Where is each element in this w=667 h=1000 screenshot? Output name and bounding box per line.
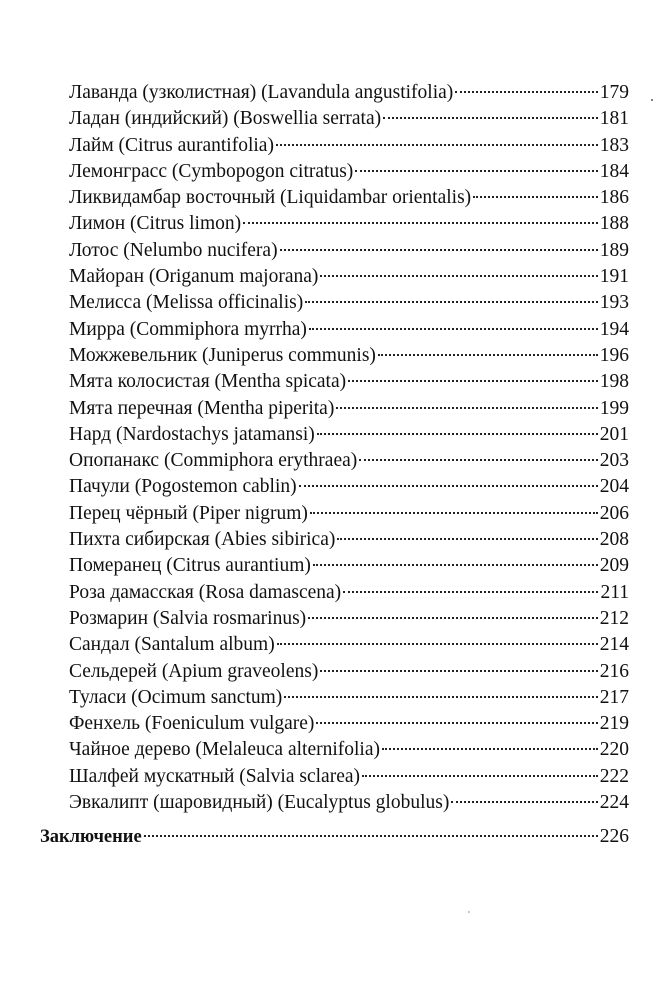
toc-entry-title: Розмарин (Salvia rosmarinus)	[69, 607, 307, 629]
toc-entry-title: Лаванда (узколистная) (Lavandula angustifolia)	[69, 82, 454, 103]
toc-entry[interactable]	[69, 290, 629, 316]
toc-entry-page: 191	[599, 266, 629, 288]
dot-leader	[337, 538, 597, 540]
toc-entry[interactable]	[69, 737, 629, 763]
toc-entry-title: Пачули (Pogostemon cablin)	[69, 476, 297, 498]
toc-entry-title: Мирра (Commiphora myrrha)	[69, 318, 307, 340]
toc-entry-page: 206	[599, 502, 629, 524]
toc-entry[interactable]	[69, 553, 629, 579]
toc-entry-title: Можжевельник (Juniperus communis)	[69, 344, 376, 366]
toc-entry[interactable]	[69, 659, 629, 685]
toc-entry-page: 203	[599, 450, 629, 472]
toc-entry[interactable]	[69, 606, 629, 632]
toc-entry[interactable]	[69, 343, 629, 369]
dot-leader	[284, 696, 597, 698]
toc-entry[interactable]	[69, 106, 629, 132]
table-of-contents	[69, 80, 629, 816]
toc-entry[interactable]	[69, 422, 629, 448]
toc-entry-page: 226	[599, 826, 629, 847]
toc-entry-page: 179	[599, 82, 629, 103]
toc-entry-title: Шалфей мускатный (Salvia sclarea)	[69, 765, 360, 787]
dot-leader	[378, 354, 598, 356]
dot-leader	[308, 617, 598, 619]
toc-entry-page: 214	[599, 634, 629, 656]
dot-leader	[299, 485, 598, 487]
toc-entry[interactable]	[69, 685, 629, 711]
dot-leader	[316, 722, 597, 724]
toc-entry[interactable]	[69, 580, 629, 606]
toc-entry[interactable]	[69, 211, 629, 237]
dot-leader	[144, 835, 598, 837]
toc-entry[interactable]	[69, 764, 629, 790]
toc-entry[interactable]	[69, 527, 629, 553]
dot-leader	[320, 670, 597, 672]
toc-entry-title: Эвкалипт (шаровидный) (Eucalyptus globulus)	[69, 792, 450, 814]
toc-entry[interactable]	[69, 474, 629, 500]
toc-entry-title: Майоран (Origanum majorana)	[69, 266, 319, 288]
dot-leader	[473, 196, 598, 198]
toc-entry-title: Лимон (Citrus limon)	[69, 213, 242, 235]
toc-entry-page: 188	[599, 213, 629, 235]
toc-entry-page: 181	[599, 108, 629, 130]
toc-entry[interactable]	[69, 632, 629, 658]
toc-entry-page: 222	[599, 765, 629, 787]
dot-leader	[451, 801, 597, 803]
toc-entry[interactable]	[69, 185, 629, 211]
toc-entry-page: 183	[599, 134, 629, 156]
toc-entry-page: 189	[599, 239, 629, 261]
toc-entry-title: Мелисса (Melissa officinalis)	[69, 292, 304, 314]
dot-leader	[276, 144, 598, 146]
toc-entry-title: Ликвидамбар восточный (Liquidambar orientalis)	[69, 187, 472, 209]
toc-entry[interactable]	[69, 448, 629, 474]
toc-entry[interactable]	[69, 396, 629, 422]
toc-entry[interactable]	[69, 790, 629, 816]
toc-entry-title: Пихта сибирская (Abies sibirica)	[69, 529, 336, 551]
toc-entry-page: 209	[599, 555, 629, 577]
dot-leader	[313, 564, 598, 566]
toc-entry-title: Фенхель (Foeniculum vulgare)	[69, 713, 315, 735]
toc-entry-title: Нард (Nardostachys jatamansi)	[69, 423, 315, 445]
toc-entry-page: 224	[599, 792, 629, 814]
toc-entry-title: Сельдерей (Apium graveolens)	[69, 660, 319, 682]
toc-entry-title: Мята колосистая (Mentha spicata)	[69, 371, 347, 393]
toc-entry-page: 219	[599, 713, 629, 735]
scan-speck	[651, 99, 653, 101]
toc-entry-page: 196	[599, 344, 629, 366]
toc-entry-page: 184	[599, 160, 629, 182]
toc-entry[interactable]	[69, 238, 629, 264]
toc-entry-title: Роза дамасская (Rosa damascena)	[69, 581, 342, 603]
dot-leader	[355, 170, 597, 172]
toc-entry-title: Опопанакс (Commiphora erythraea)	[69, 450, 358, 472]
toc-entry-page: 211	[600, 581, 629, 603]
toc-entry-title: Мята перечная (Mentha piperita)	[69, 397, 335, 419]
toc-entry[interactable]	[69, 159, 629, 185]
toc-entry-page: 186	[599, 187, 629, 209]
toc-entry[interactable]	[69, 501, 629, 527]
dot-leader	[320, 275, 597, 277]
dot-leader	[310, 512, 598, 514]
dot-leader	[455, 91, 597, 93]
toc-entry-title: Ладан (индийский) (Boswellia serrata)	[69, 108, 382, 130]
toc-entry-page: 208	[599, 529, 629, 551]
dot-leader	[336, 407, 597, 409]
dot-leader	[277, 643, 598, 645]
dot-leader	[383, 117, 598, 119]
dot-leader	[343, 591, 598, 593]
toc-entry[interactable]	[69, 317, 629, 343]
toc-entry-title: Чайное дерево (Melaleuca alternifolia)	[69, 739, 381, 761]
dot-leader	[359, 459, 597, 461]
toc-entry-conclusion[interactable]	[40, 824, 629, 850]
toc-entry-page: 216	[599, 660, 629, 682]
toc-entry-page: 198	[599, 371, 629, 393]
toc-entry-title: Сандал (Santalum album)	[69, 634, 275, 656]
toc-entry-title: Лотос (Nelumbo nucifera)	[69, 239, 278, 261]
toc-entry-page: 204	[599, 476, 629, 498]
toc-entry-title: Лемонграсс (Cymbopogon citratus)	[69, 160, 354, 182]
toc-entry[interactable]	[69, 80, 629, 106]
toc-entry-title: Перец чёрный (Piper nigrum)	[69, 502, 308, 524]
dot-leader	[382, 748, 598, 750]
toc-entry-title: Туласи (Ocimum sanctum)	[69, 686, 283, 708]
toc-entry-title: Померанец (Citrus aurantium)	[69, 555, 311, 577]
toc-entry[interactable]	[69, 264, 629, 290]
toc-entry-page: 199	[599, 397, 629, 419]
toc-entry-page: 220	[599, 739, 629, 761]
scan-speck	[468, 911, 470, 913]
dot-leader	[309, 328, 598, 330]
toc-entry[interactable]	[69, 711, 629, 737]
toc-entry-page: 194	[599, 318, 629, 340]
toc-entry-page: 201	[599, 423, 629, 445]
toc-entry-page: 212	[599, 607, 629, 629]
dot-leader	[317, 433, 598, 435]
toc-entry-title: Заключение	[40, 827, 142, 847]
dot-leader	[348, 380, 598, 382]
toc-entry[interactable]	[69, 369, 629, 395]
toc-entry-page: 193	[599, 292, 629, 314]
toc-entry-title: Лайм (Citrus aurantifolia)	[69, 134, 274, 156]
dot-leader	[280, 249, 598, 251]
toc-entry[interactable]	[69, 133, 629, 159]
dot-leader	[243, 222, 598, 224]
toc-entry-page: 217	[599, 686, 629, 708]
dot-leader	[305, 301, 598, 303]
dot-leader	[362, 775, 598, 777]
